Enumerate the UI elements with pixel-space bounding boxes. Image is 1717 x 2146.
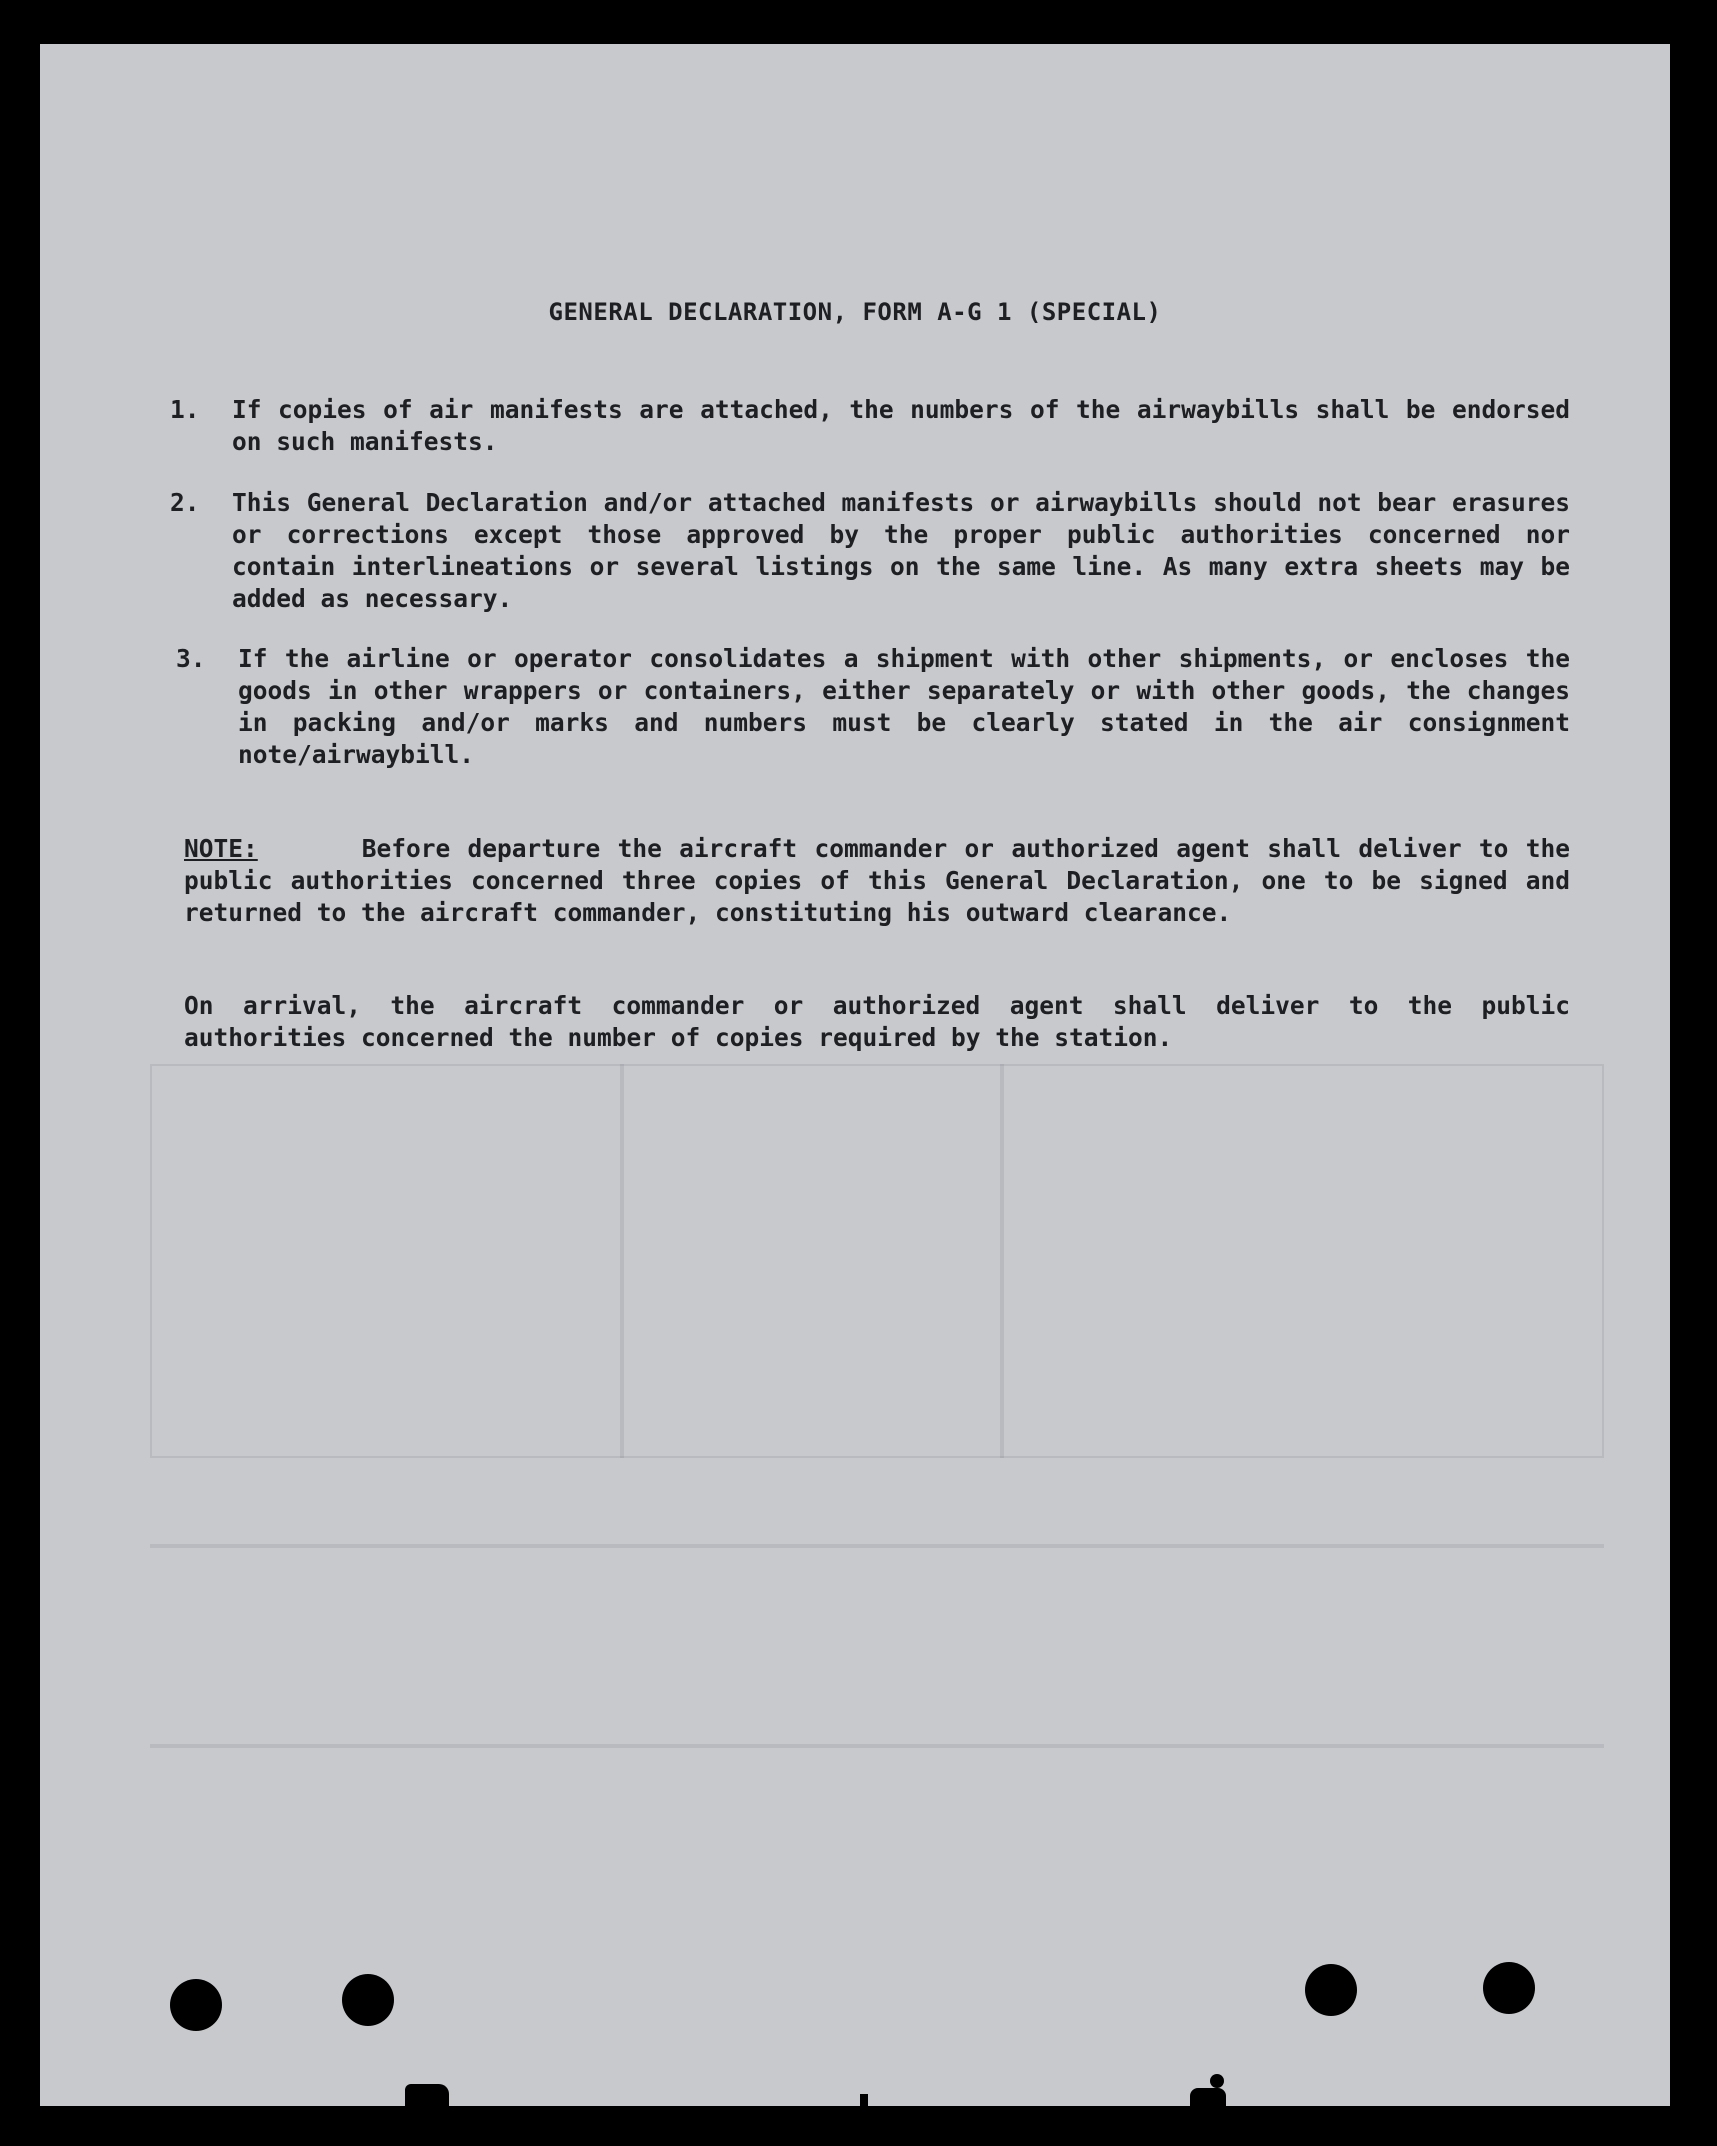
arrival-paragraph: On arrival, the aircraft commander or authorized agent shall deliver to the public authorities concerned the number of copies required by the station. [184,991,1570,1052]
document-page [40,44,1670,2106]
item-number: 2. [170,488,200,517]
paper-tear [1210,2074,1224,2088]
instruction-item-3 [170,643,1570,773]
instruction-item-1 [170,394,1570,464]
paper-tear [1190,2088,1226,2106]
item-number: 3. [176,644,206,673]
punch-hole [342,1974,394,2026]
item-text: If copies of air manifests are attached, the numbers of the airwaybills shall be endorsed on such manifests. [232,395,1570,456]
note-label: NOTE: [184,834,258,863]
bleed-through-frame [150,1064,1604,1458]
punch-hole [170,1979,222,2031]
punch-hole [1483,1962,1535,2014]
paper-tear [860,2094,868,2106]
item-text: If the airline or operator consolidates a shipment with other shipments, or encloses the goods in other wrappers or containers, either separately or with other goods, the changes in packing and/or marks and numbers must be clearly stated in the air consignment note/airwaybill. [238,644,1570,769]
note-text: Before departure the aircraft commander or authorized agent shall deliver to the public authorities concerned three copies of this General Declaration, one to be signed and returned to the aircraft commander, constituting his outward clearance. [184,834,1570,927]
bleed-through-divider [620,1064,624,1458]
item-text: This General Declaration and/or attached manifests or airwaybills should not bear erasures or corrections except those approved by the proper public authorities concerned nor contain interlineations or several listings on the same line. As many extra sheets may be added as necessary. [232,488,1570,613]
note-paragraph [184,833,1570,929]
instruction-item-2 [170,487,1570,617]
bleed-through-rule [150,1544,1604,1548]
item-number: 1. [170,395,200,424]
bleed-through-rule [150,1744,1604,1748]
form-title: GENERAL DECLARATION, FORM A-G 1 (SPECIAL) [548,298,1162,326]
bleed-through-divider [1000,1064,1004,1458]
punch-hole [1305,1964,1357,2016]
paper-tear [405,2084,449,2106]
